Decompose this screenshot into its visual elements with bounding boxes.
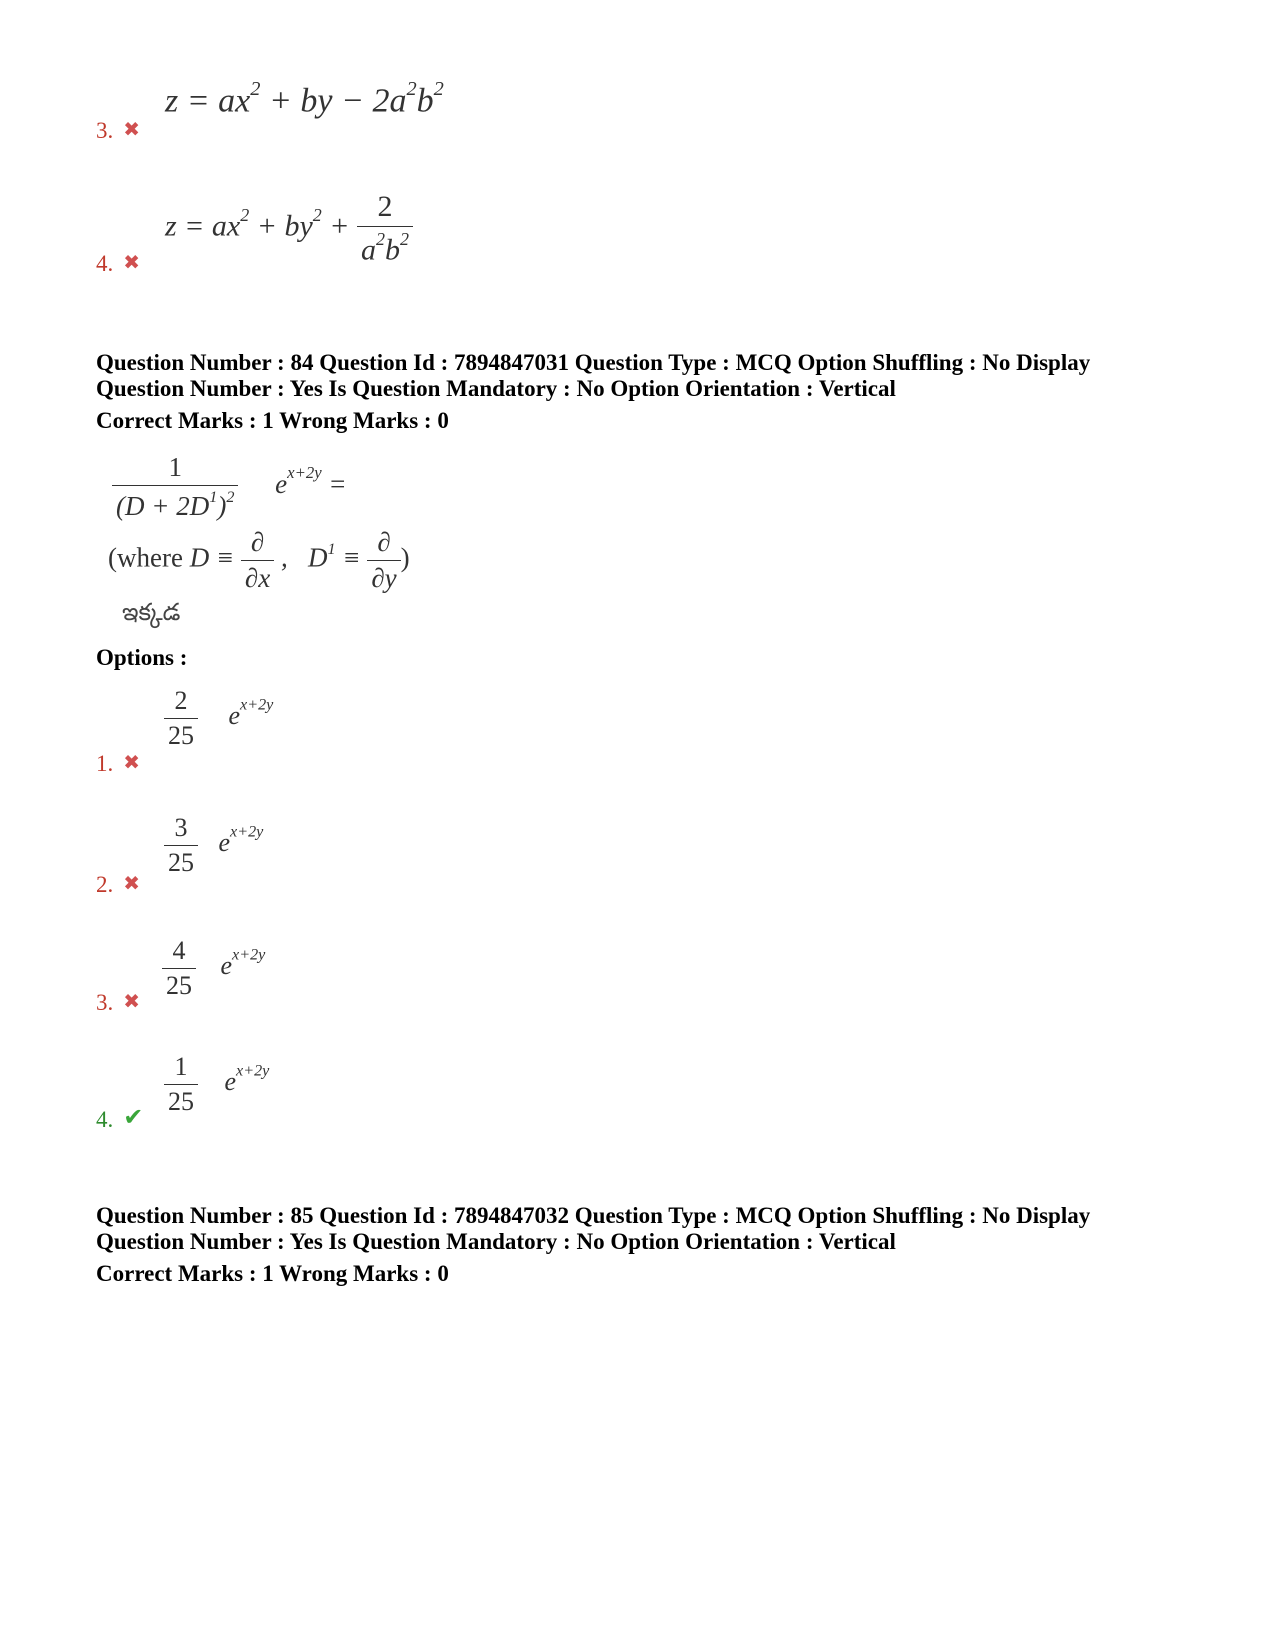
option-number: 4. (96, 251, 114, 276)
prev-option-4-formula: $z = ax^2 + by^2$ + $\frac{2}{a^2b^2}$ (165, 190, 413, 267)
q84-option-1-formula: $\frac{2}{25}$ $e^{x+2y}$ (164, 686, 273, 751)
q84-meta-line-2: Question Number : Yes Is Question Mandatory : No Option Orientation : Vertical (96, 376, 896, 401)
q85-meta-line-1: Question Number : 85 Question Id : 7894847032 Question Type : MCQ Option Shuffling : No Display (96, 1203, 1091, 1228)
prev-option-3 (96, 117, 140, 144)
prev-option-3-formula: $z = ax^2$ + by − $2a^2b^2$ (165, 78, 444, 120)
q84-meta-line-1: Question Number : 84 Question Id : 7894847031 Question Type : MCQ Option Shuffling : No Display (96, 350, 1091, 375)
q84-telugu-word: ఇక్కడ (122, 598, 181, 626)
option-number: 1. (96, 751, 114, 776)
option-number: 2. (96, 872, 114, 897)
cross-icon: ✖ (123, 119, 141, 141)
cross-icon: ✖ (123, 991, 141, 1013)
q84-option-3-formula: $\frac{4}{25}$ $e^{x+2y}$ (162, 936, 265, 1001)
q85-marks-line: Correct Marks : 1 Wrong Marks : 0 (96, 1261, 449, 1286)
q84-where-clause: (where D ≡ $\frac{\partial}{\partial x}$ , $D^1$ ≡ $\frac{\partial}{\partial y}$ ) (108, 527, 410, 593)
q84-option-4-formula: $\frac{1}{25}$ $e^{x+2y}$ (164, 1052, 269, 1117)
q84-option-2 (96, 871, 140, 898)
q84-question-formula: $\frac{1}{(D + 2D^1)^2}$ $e^{x+2y}$ = (112, 452, 347, 522)
option-number: 3. (96, 990, 114, 1015)
q84-option-2-formula: $\frac{3}{25}$ $e^{x+2y}$ (164, 813, 263, 878)
cross-icon: ✖ (123, 873, 141, 895)
cross-icon: ✖ (123, 752, 141, 774)
check-icon: ✔ (123, 1105, 144, 1131)
cross-icon: ✖ (123, 252, 141, 274)
q84-options-label: Options : (96, 645, 188, 670)
q84-option-1 (96, 750, 140, 777)
option-number: 4. (96, 1107, 114, 1132)
q84-option-3 (96, 989, 140, 1016)
option-number: 3. (96, 118, 114, 143)
q84-option-4 (96, 1103, 143, 1133)
prev-option-4 (96, 250, 140, 277)
where-text: (where (108, 542, 183, 573)
q85-meta-line-2: Question Number : Yes Is Question Mandatory : No Option Orientation : Vertical (96, 1229, 896, 1254)
q84-marks-line: Correct Marks : 1 Wrong Marks : 0 (96, 408, 449, 433)
